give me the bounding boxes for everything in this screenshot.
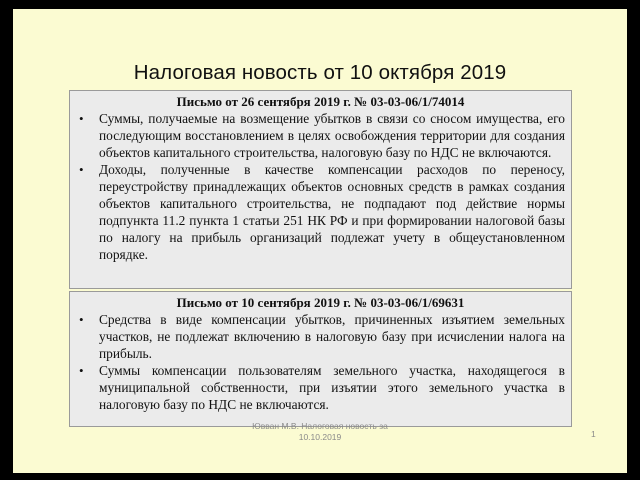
bullet-icon: • [79, 312, 84, 327]
list-item [70, 311, 571, 362]
letter-box-1 [69, 90, 572, 289]
slide [13, 9, 627, 473]
bullet-icon: • [79, 162, 84, 177]
list-item [70, 161, 571, 263]
letter-box-2 [69, 291, 572, 427]
list-item-text: Суммы, получаемые на возмещение убытков в связи со сносом имущества, его последующим восстановлением в целях освобождения территории для создания объектов капитального строительства, налоговую базу по НДС не включаются. [99, 111, 565, 160]
letter-items [70, 110, 571, 263]
bullet-icon: • [79, 111, 84, 126]
letter-items [70, 311, 571, 413]
list-item-text: Доходы, полученные в качестве компенсации расходов по переносу, переустройству принадлежащих объектов основных средств в рамках создания объектов капитального строительства, не подпадают под действие нормы подпункта 11.2 пункта 1 статьи 251 НК РФ и при формировании налоговой базы по налогу на прибыль организаций подлежат учету в общеустановленном порядке. [99, 162, 565, 262]
letter-heading: Письмо от 10 сентября 2019 г. № 03-03-06/1/69631 [176, 295, 465, 310]
page-number: 1 [591, 429, 596, 439]
footer-author: Ювван М.В. Налоговая новость за [252, 421, 388, 431]
list-item [70, 362, 571, 413]
list-item [70, 110, 571, 161]
slide-title: Налоговая новость от 10 октября 2019 [133, 61, 507, 84]
footer-date: 10.10.2019 [298, 432, 342, 442]
list-item-text: Суммы компенсации пользователям земельного участка, находящегося в муниципальной собственности, при изъятии этого земельного участка в налоговую базу по НДС не включаются. [99, 363, 565, 412]
list-item-text: Средства в виде компенсации убытков, причиненных изъятием земельных участков, не подлежат включению в налоговую базу при исчислении налога на прибыль. [99, 312, 565, 361]
letter-heading: Письмо от 26 сентября 2019 г. № 03-03-06/1/74014 [176, 94, 465, 109]
slide-footer [235, 421, 405, 443]
bullet-icon: • [79, 363, 84, 378]
